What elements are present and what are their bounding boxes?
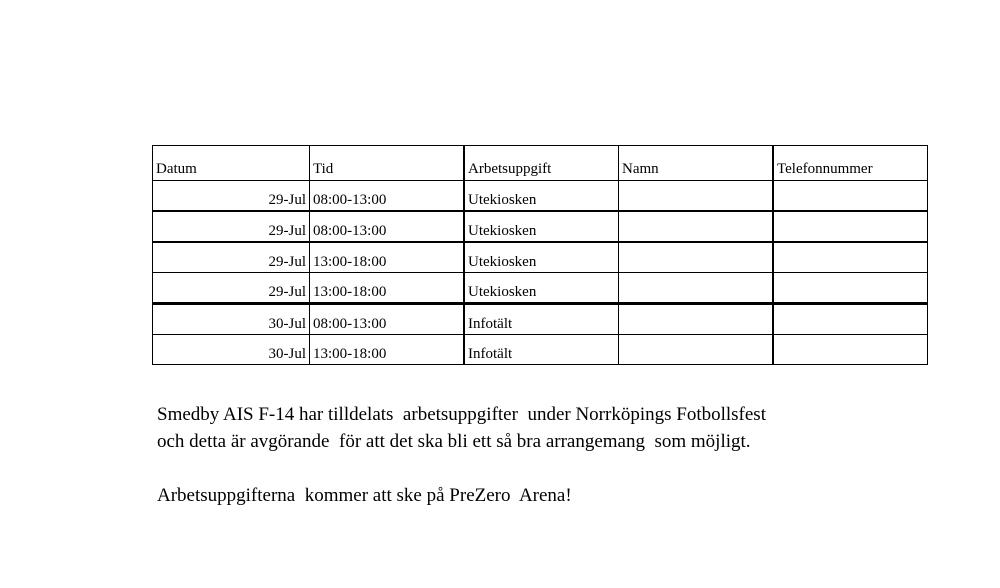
table-row [153, 335, 928, 365]
cell-time: 08:00-13:00 [310, 211, 465, 242]
cell-date: 29-Jul [153, 211, 310, 242]
cell-phone[interactable] [773, 335, 928, 365]
cell-name[interactable] [619, 181, 774, 212]
header-phone: Telefonnummer [773, 146, 928, 181]
cell-phone[interactable] [773, 242, 928, 273]
cell-date: 29-Jul [153, 181, 310, 212]
table-header-row [153, 146, 928, 181]
location-paragraph: Arbetsuppgifterna kommer att ske på PreZero Arena! [157, 485, 572, 506]
cell-name[interactable] [619, 242, 774, 273]
cell-date: 29-Jul [153, 242, 310, 273]
cell-task: Infotält [464, 335, 619, 365]
cell-name[interactable] [619, 273, 774, 304]
cell-name[interactable] [619, 304, 774, 335]
header-task: Arbetsuppgift [464, 146, 619, 181]
cell-task: Utekiosken [464, 211, 619, 242]
cell-date: 30-Jul [153, 335, 310, 365]
header-date: Datum [153, 146, 310, 181]
cell-time: 13:00-18:00 [310, 273, 465, 304]
header-time: Tid [310, 146, 465, 181]
cell-phone[interactable] [773, 181, 928, 212]
cell-task: Utekiosken [464, 181, 619, 212]
cell-time: 13:00-18:00 [310, 242, 465, 273]
header-name: Namn [619, 146, 774, 181]
table-row [153, 242, 928, 273]
cell-task: Utekiosken [464, 273, 619, 304]
intro-line-1: Smedby AIS F-14 har tilldelats arbetsuppgifter under Norrköpings Fotbollsfest [157, 404, 766, 425]
cell-task: Infotält [464, 304, 619, 335]
cell-phone[interactable] [773, 304, 928, 335]
cell-phone[interactable] [773, 211, 928, 242]
cell-phone[interactable] [773, 273, 928, 304]
table-row [153, 181, 928, 212]
cell-name[interactable] [619, 211, 774, 242]
cell-task: Utekiosken [464, 242, 619, 273]
intro-paragraph [157, 401, 766, 455]
work-schedule-table [152, 145, 928, 365]
cell-date: 29-Jul [153, 273, 310, 304]
cell-time: 13:00-18:00 [310, 335, 465, 365]
intro-line-2: och detta är avgörande för att det ska bli ett så bra arrangemang som möjligt. [157, 431, 751, 452]
cell-time: 08:00-13:00 [310, 181, 465, 212]
cell-time: 08:00-13:00 [310, 304, 465, 335]
cell-date: 30-Jul [153, 304, 310, 335]
table-row [153, 273, 928, 304]
cell-name[interactable] [619, 335, 774, 365]
table-row [153, 211, 928, 242]
table-row [153, 304, 928, 335]
